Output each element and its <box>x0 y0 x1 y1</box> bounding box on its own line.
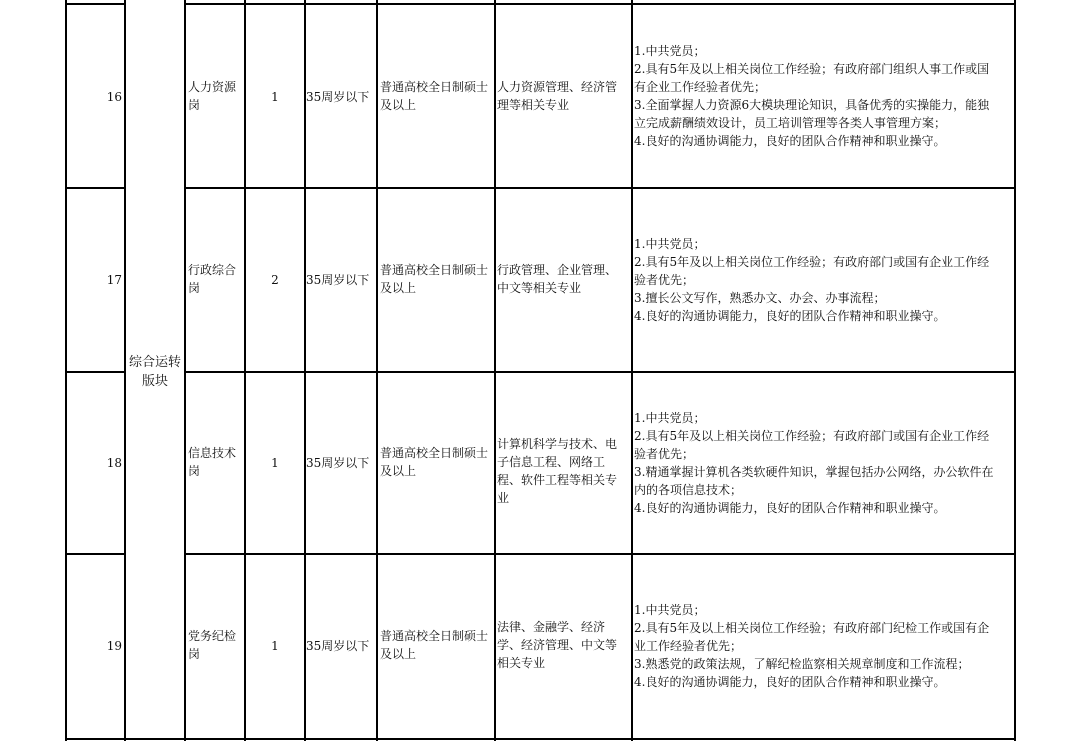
requirement-line: 4.良好的沟通协调能力，良好的团队合作精神和职业操守。 <box>634 675 946 689</box>
education: 普通高校全日制硕士及以上 <box>380 629 489 661</box>
education: 普通高校全日制硕士及以上 <box>380 446 489 478</box>
age-limit: 35周岁以下 <box>306 90 370 104</box>
requirement-line: 有企业工作经验者优先； <box>634 80 767 94</box>
requirement-line: 3.熟悉党的政策法规，了解纪检监察相关规章制度和工作流程； <box>634 657 970 671</box>
education: 普通高校全日制硕士及以上 <box>380 80 489 112</box>
major: 行政管理、企业管理、中文等相关专业 <box>497 263 618 295</box>
requirement-line: 1.中共党员； <box>634 603 706 617</box>
requirements <box>634 235 1014 325</box>
grid-line-h <box>65 187 126 189</box>
requirement-line: 4.良好的沟通协调能力，良好的团队合作精神和职业操守。 <box>634 134 946 148</box>
grid-line-h <box>184 187 1016 189</box>
row-number: 19 <box>106 639 122 653</box>
post-name: 党务纪检岗 <box>188 629 237 661</box>
post-name: 行政综合岗 <box>188 263 237 295</box>
age-limit: 35周岁以下 <box>306 273 370 287</box>
headcount: 2 <box>271 273 279 287</box>
major: 人力资源管理、经济管理等相关专业 <box>497 80 618 112</box>
major: 计算机科学与技术、电子信息工程、网络工程、软件工程等相关专业 <box>497 437 618 505</box>
headcount: 1 <box>271 639 279 653</box>
education: 普通高校全日制硕士及以上 <box>380 263 489 295</box>
grid-line-h <box>65 553 126 555</box>
requirement-line: 4.良好的沟通协调能力，良好的团队合作精神和职业操守。 <box>634 309 946 323</box>
requirement-line: 4.良好的沟通协调能力，良好的团队合作精神和职业操守。 <box>634 501 946 515</box>
major: 法律、金融学、经济学、经济管理、中文等相关专业 <box>497 620 618 670</box>
requirement-line: 1.中共党员； <box>634 44 706 58</box>
requirement-line: 2.具有5年及以上相关岗位工作经验；有政府部门或国有企业工作经 <box>634 255 990 269</box>
row-number: 17 <box>106 273 122 287</box>
age-limit: 35周岁以下 <box>306 639 370 653</box>
requirement-line: 立完成薪酬绩效设计，员工培训管理等各类人事管理方案； <box>634 116 947 130</box>
post-name: 信息技术岗 <box>188 446 237 478</box>
requirement-line: 2.具有5年及以上相关岗位工作经验；有政府部门或国有企业工作经 <box>634 429 990 443</box>
requirement-line: 1.中共党员； <box>634 237 706 251</box>
requirements <box>634 42 1014 150</box>
row-number: 16 <box>106 90 122 104</box>
grid-line-h <box>184 3 1016 5</box>
requirement-line: 2.具有5年及以上相关岗位工作经验；有政府部门纪检工作或国有企 <box>634 621 990 635</box>
requirement-line: 3.全面掌握人力资源6大模块理论知识，具备优秀的实操能力，能独 <box>634 98 990 112</box>
requirements <box>634 601 1014 691</box>
requirement-line: 内的各项信息技术； <box>634 483 743 497</box>
headcount: 1 <box>271 90 279 104</box>
section-label: 综合运转版块 <box>128 355 181 389</box>
requirement-line: 2.具有5年及以上相关岗位工作经验；有政府部门组织人事工作或国 <box>634 62 990 76</box>
grid-line-h <box>184 553 1016 555</box>
grid-line-h <box>65 738 1016 740</box>
requirement-line: 3.擅长公文写作，熟悉办文、办会、办事流程； <box>634 291 886 305</box>
age-limit: 35周岁以下 <box>306 456 370 470</box>
requirement-line: 3.精通掌握计算机各类软硬件知识，掌握包括办公网络，办公软件在 <box>634 465 994 479</box>
headcount: 1 <box>271 456 279 470</box>
post-name: 人力资源岗 <box>188 80 237 112</box>
grid-line-h <box>65 3 126 5</box>
grid-line-h <box>65 371 126 373</box>
grid-line-h <box>184 371 1016 373</box>
requirement-line: 验者优先； <box>634 447 695 461</box>
requirements <box>634 409 1014 517</box>
requirement-line: 1.中共党员； <box>634 411 706 425</box>
row-number: 18 <box>106 456 122 470</box>
requirement-line: 业工作经验者优先； <box>634 639 743 653</box>
requirement-line: 验者优先； <box>634 273 695 287</box>
